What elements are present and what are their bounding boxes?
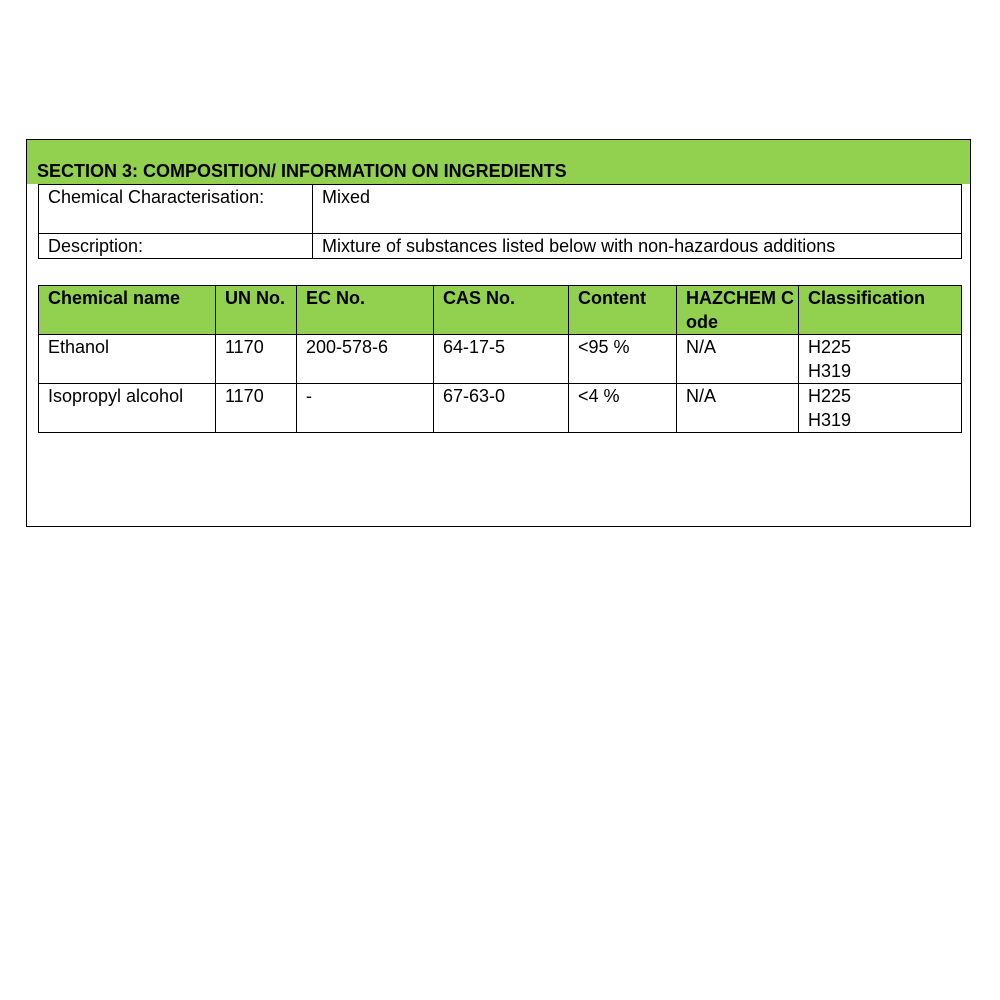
un-no-cell: 1170 [216, 335, 297, 384]
table-row [39, 335, 962, 384]
chemical-name-cell: Ethanol [39, 335, 216, 384]
column-header: HAZCHEM Code [677, 286, 799, 335]
characterisation-table [38, 184, 962, 259]
section-3-frame [26, 139, 971, 527]
info-label: Description: [39, 234, 313, 259]
classification-cell [799, 384, 962, 433]
table-row [39, 384, 962, 433]
section-title: SECTION 3: COMPOSITION/ INFORMATION ON INGREDIENTS [37, 161, 567, 181]
un-no-cell: 1170 [216, 384, 297, 433]
composition-table [38, 285, 962, 433]
column-header: UN No. [216, 286, 297, 335]
hazard-statement: H225 [808, 386, 852, 406]
info-label: Chemical Characterisation: [39, 185, 313, 234]
content-cell: <95 % [569, 335, 677, 384]
hazard-statement: H319 [808, 361, 852, 381]
info-row [39, 234, 962, 259]
cas-no-cell: 67-63-0 [434, 384, 569, 433]
column-header: Content [569, 286, 677, 335]
hazchem-cell: N/A [677, 335, 799, 384]
column-header: CAS No. [434, 286, 569, 335]
column-header: Chemical name [39, 286, 216, 335]
column-header: Classification [799, 286, 962, 335]
column-header: EC No. [297, 286, 434, 335]
info-row [39, 185, 962, 234]
info-value: Mixed [313, 185, 962, 234]
chemical-name-cell: Isopropyl alcohol [39, 384, 216, 433]
hazard-statement: H319 [808, 410, 852, 430]
ec-no-cell: - [297, 384, 434, 433]
content-cell: <4 % [569, 384, 677, 433]
cas-no-cell: 64-17-5 [434, 335, 569, 384]
hazchem-cell: N/A [677, 384, 799, 433]
classification-cell [799, 335, 962, 384]
ec-no-cell: 200-578-6 [297, 335, 434, 384]
info-value: Mixture of substances listed below with non-hazardous additions [313, 234, 962, 259]
section-banner [27, 140, 970, 184]
table-header-row [39, 286, 962, 335]
hazard-statement: H225 [808, 337, 852, 357]
